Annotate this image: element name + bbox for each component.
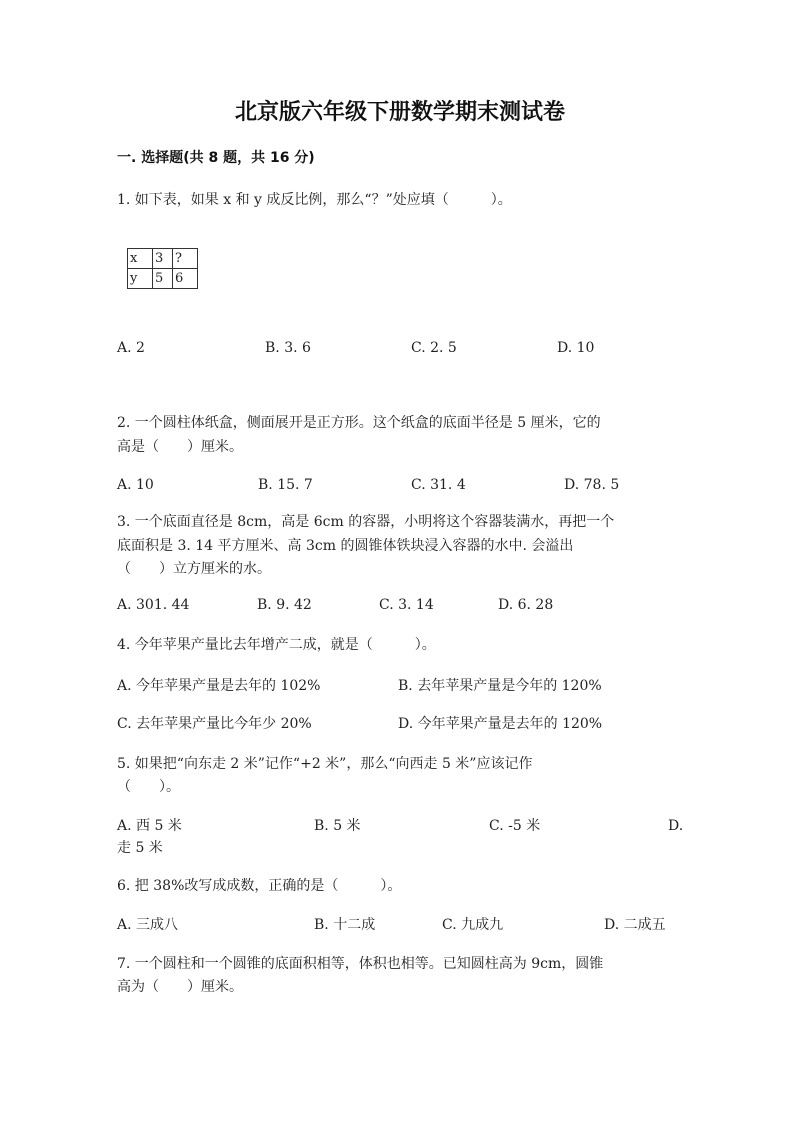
option-d: D. 6. 28 [498, 597, 554, 613]
option-d: D. [668, 818, 684, 834]
question-6-text: 6. 把 38%改写成成数，正确的是（ ）。 [117, 878, 402, 894]
section-heading: 一. 选择题(共 8 题，共 16 分) [117, 150, 315, 166]
table-cell: 5 [153, 269, 173, 289]
option-c: C. 去年苹果产量比今年少 20% [117, 716, 312, 732]
table-cell: 6 [173, 269, 198, 289]
option-a: A. 三成八 [117, 917, 179, 933]
option-a: A. 10 [117, 477, 154, 493]
question-4-text: 4. 今年苹果产量比去年增产二成，就是（ ）。 [117, 637, 436, 653]
option-b: B. 3. 6 [265, 340, 311, 356]
question-7-text: 7. 一个圆柱和一个圆锥的底面积相等，体积也相等。已知圆柱高为 9cm，圆锥 [117, 956, 604, 972]
question-3-text: 3. 一个底面直径是 8cm，高是 6cm 的容器，小明将这个容器装满水，再把一个 [117, 514, 615, 530]
option-c: C. 2. 5 [411, 340, 457, 356]
table-row [128, 269, 198, 289]
option-a: A. 西 5 米 [117, 818, 182, 834]
table-cell: y [128, 269, 153, 289]
option-c: C. -5 米 [489, 818, 541, 834]
table-cell: 3 [153, 249, 173, 269]
option-a: A. 2 [117, 340, 145, 356]
question-3-text: 底面积是 3. 14 平方厘米、高 3cm 的圆锥体铁块浸入容器的水中. 会溢出 [117, 538, 574, 554]
option-b: B. 15. 7 [258, 477, 313, 493]
page-title: 北京版六年级下册数学期末测试卷 [234, 100, 565, 125]
option-b: B. 去年苹果产量是今年的 120% [398, 678, 602, 694]
option-c: C. 31. 4 [411, 477, 466, 493]
option-b: B. 5 米 [314, 818, 361, 834]
question-2-text: 高是（ ）厘米。 [117, 439, 243, 455]
xy-table [127, 248, 198, 289]
question-3-text: （ ）立方厘米的水。 [117, 561, 271, 577]
question-5-text: 5. 如果把“向东走 2 米”记作“+2 米”，那么“向西走 5 米”应该记作 [117, 756, 533, 772]
table-cell: x [128, 249, 153, 269]
option-d-continued: 走 5 米 [117, 840, 163, 856]
question-2-text: 2. 一个圆柱体纸盒，侧面展开是正方形。这个纸盒的底面半径是 5 厘米，它的 [117, 415, 601, 431]
option-b: B. 十二成 [314, 917, 376, 933]
question-5-text: （ ）。 [117, 779, 180, 795]
option-d: D. 今年苹果产量是去年的 120% [398, 716, 603, 732]
option-a: A. 301. 44 [117, 597, 190, 613]
option-d: D. 二成五 [604, 917, 666, 933]
option-a: A. 今年苹果产量是去年的 102% [117, 678, 321, 694]
option-c: C. 九成九 [442, 917, 504, 933]
table-row [128, 249, 198, 269]
option-d: D. 10 [557, 340, 595, 356]
option-d: D. 78. 5 [564, 477, 620, 493]
question-7-text: 高为（ ）厘米。 [117, 979, 243, 995]
question-1-text: 1. 如下表，如果 x 和 y 成反比例，那么“？”处应填（ ）。 [117, 192, 512, 208]
option-b: B. 9. 42 [257, 597, 312, 613]
table-cell: ? [173, 249, 198, 269]
option-c: C. 3. 14 [379, 597, 434, 613]
